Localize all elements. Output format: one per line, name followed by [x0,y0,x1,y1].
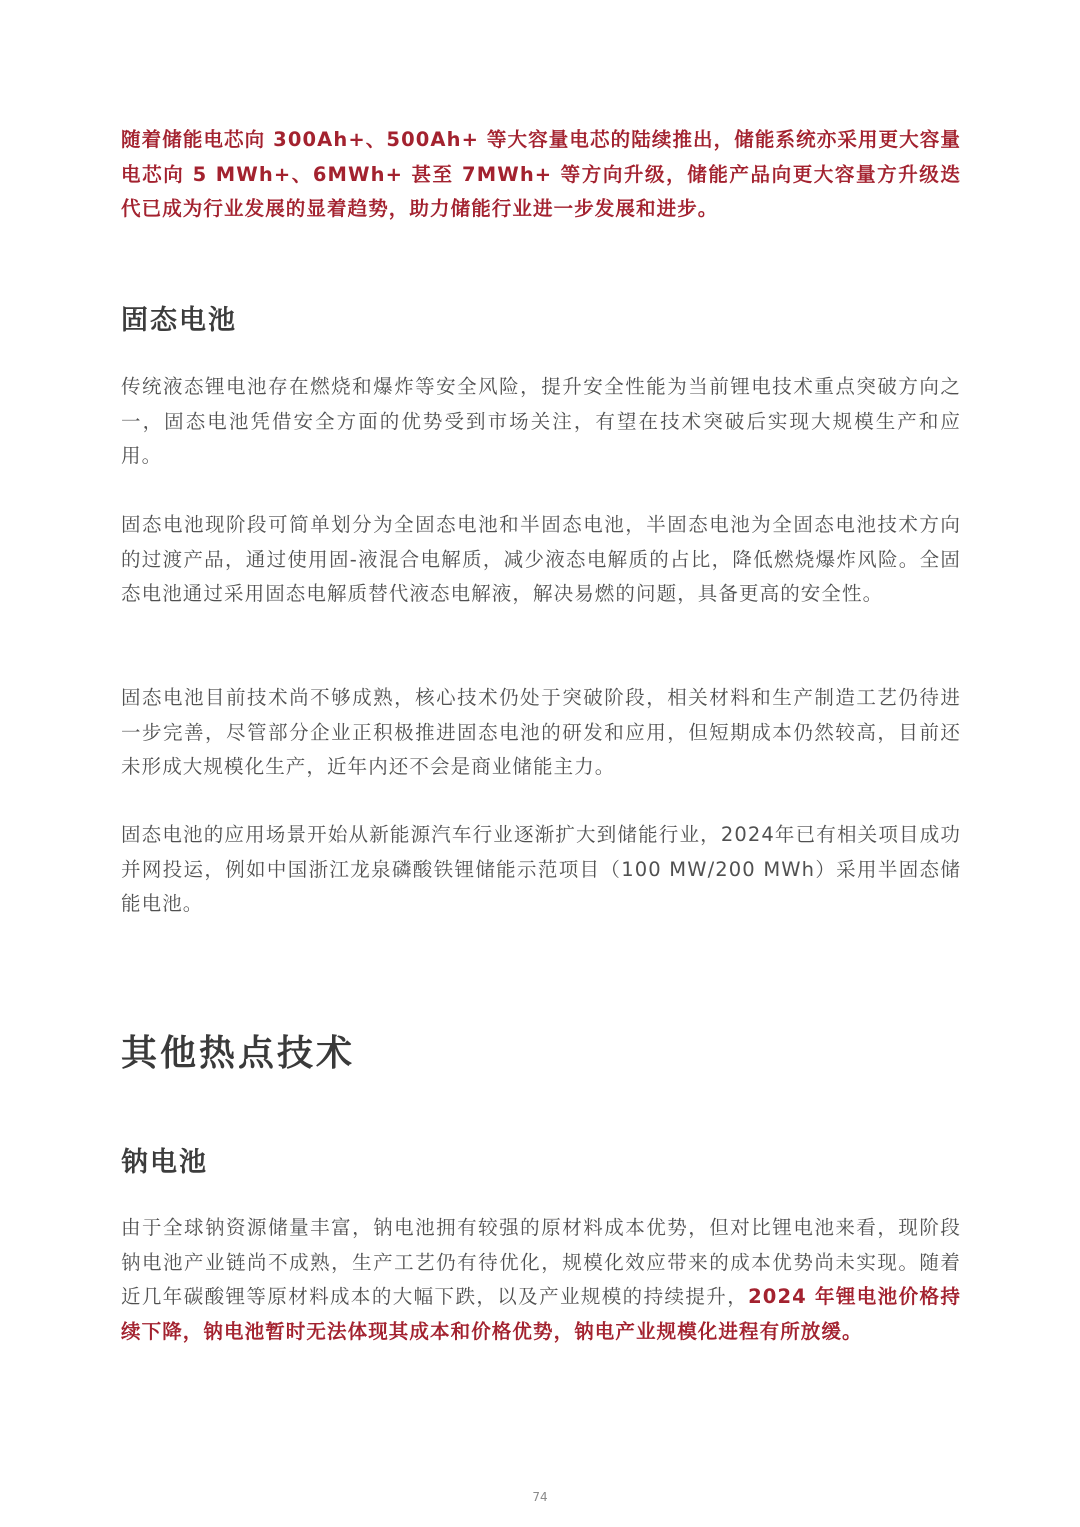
solid-state-paragraph-2: 固态电池现阶段可简单划分为全固态电池和半固态电池，半固态电池为全固态电池技术方向的过渡产品，通过使用固-液混合电解质，减少液态电解质的占比，降低燃烧爆炸风险。全固态电池通过采用固态电解质替代液态电解液，解决易燃的问题，具备更高的安全性。 [121,513,961,605]
solid-state-paragraph-3: 固态电池目前技术尚不够成熟，核心技术仍处于突破阶段，相关材料和生产制造工艺仍待进一步完善，尽管部分企业正积极推进固态电池的研发和应用，但短期成本仍然较高，目前还未形成大规模化生产，近年内还不会是商业储能主力。 [121,686,961,778]
solid-state-paragraph-1: 传统液态锂电池存在燃烧和爆炸等安全风险，提升安全性能为当前锂电技术重点突破方向之一，固态电池凭借安全方面的优势受到市场关注，有望在技术突破后实现大规模生产和应用。 [121,375,961,467]
section-heading-solid-state: 固态电池 [121,305,237,336]
sodium-paragraph-highlight: 2024 年锂电池价格持续下降，钠电池暂时无法体现其成本和价格优势，钠电产业规模化进程有所放缓。 [121,1285,961,1343]
page-number: 74 [532,1490,548,1504]
solid-state-paragraph-4: 固态电池的应用场景开始从新能源汽车行业逐渐扩大到储能行业，2024年已有相关项目成功并网投运，例如中国浙江龙泉磷酸铁锂储能示范项目（100 MW/200 MWh）采用半固态储能电池。 [121,823,961,915]
sodium-paragraph-plain: 由于全球钠资源储量丰富，钠电池拥有较强的原材料成本优势，但对比锂电池来看，现阶段钠电池产业链尚不成熟，生产工艺仍有待优化，规模化效应带来的成本优势尚未实现。随着近几年碳酸锂等原材料成本的大幅下跌，以及产业规模的持续提升， [121,1216,961,1308]
chapter-heading-other-tech: 其他热点技术 [121,1033,356,1074]
intro-highlight-paragraph: 随着储能电芯向 300Ah+、500Ah+ 等大容量电芯的陆续推出，储能系统亦采用更大容量电芯向 5 MWh+、6MWh+ 甚至 7MWh+ 等方向升级，储能产品向更大容量方升级迭代已成为行业发展的显着趋势，助力储能行业进一步发展和进步。 [121,128,961,220]
sodium-paragraph [121,1211,961,1349]
section-heading-sodium: 钠电池 [121,1147,208,1178]
